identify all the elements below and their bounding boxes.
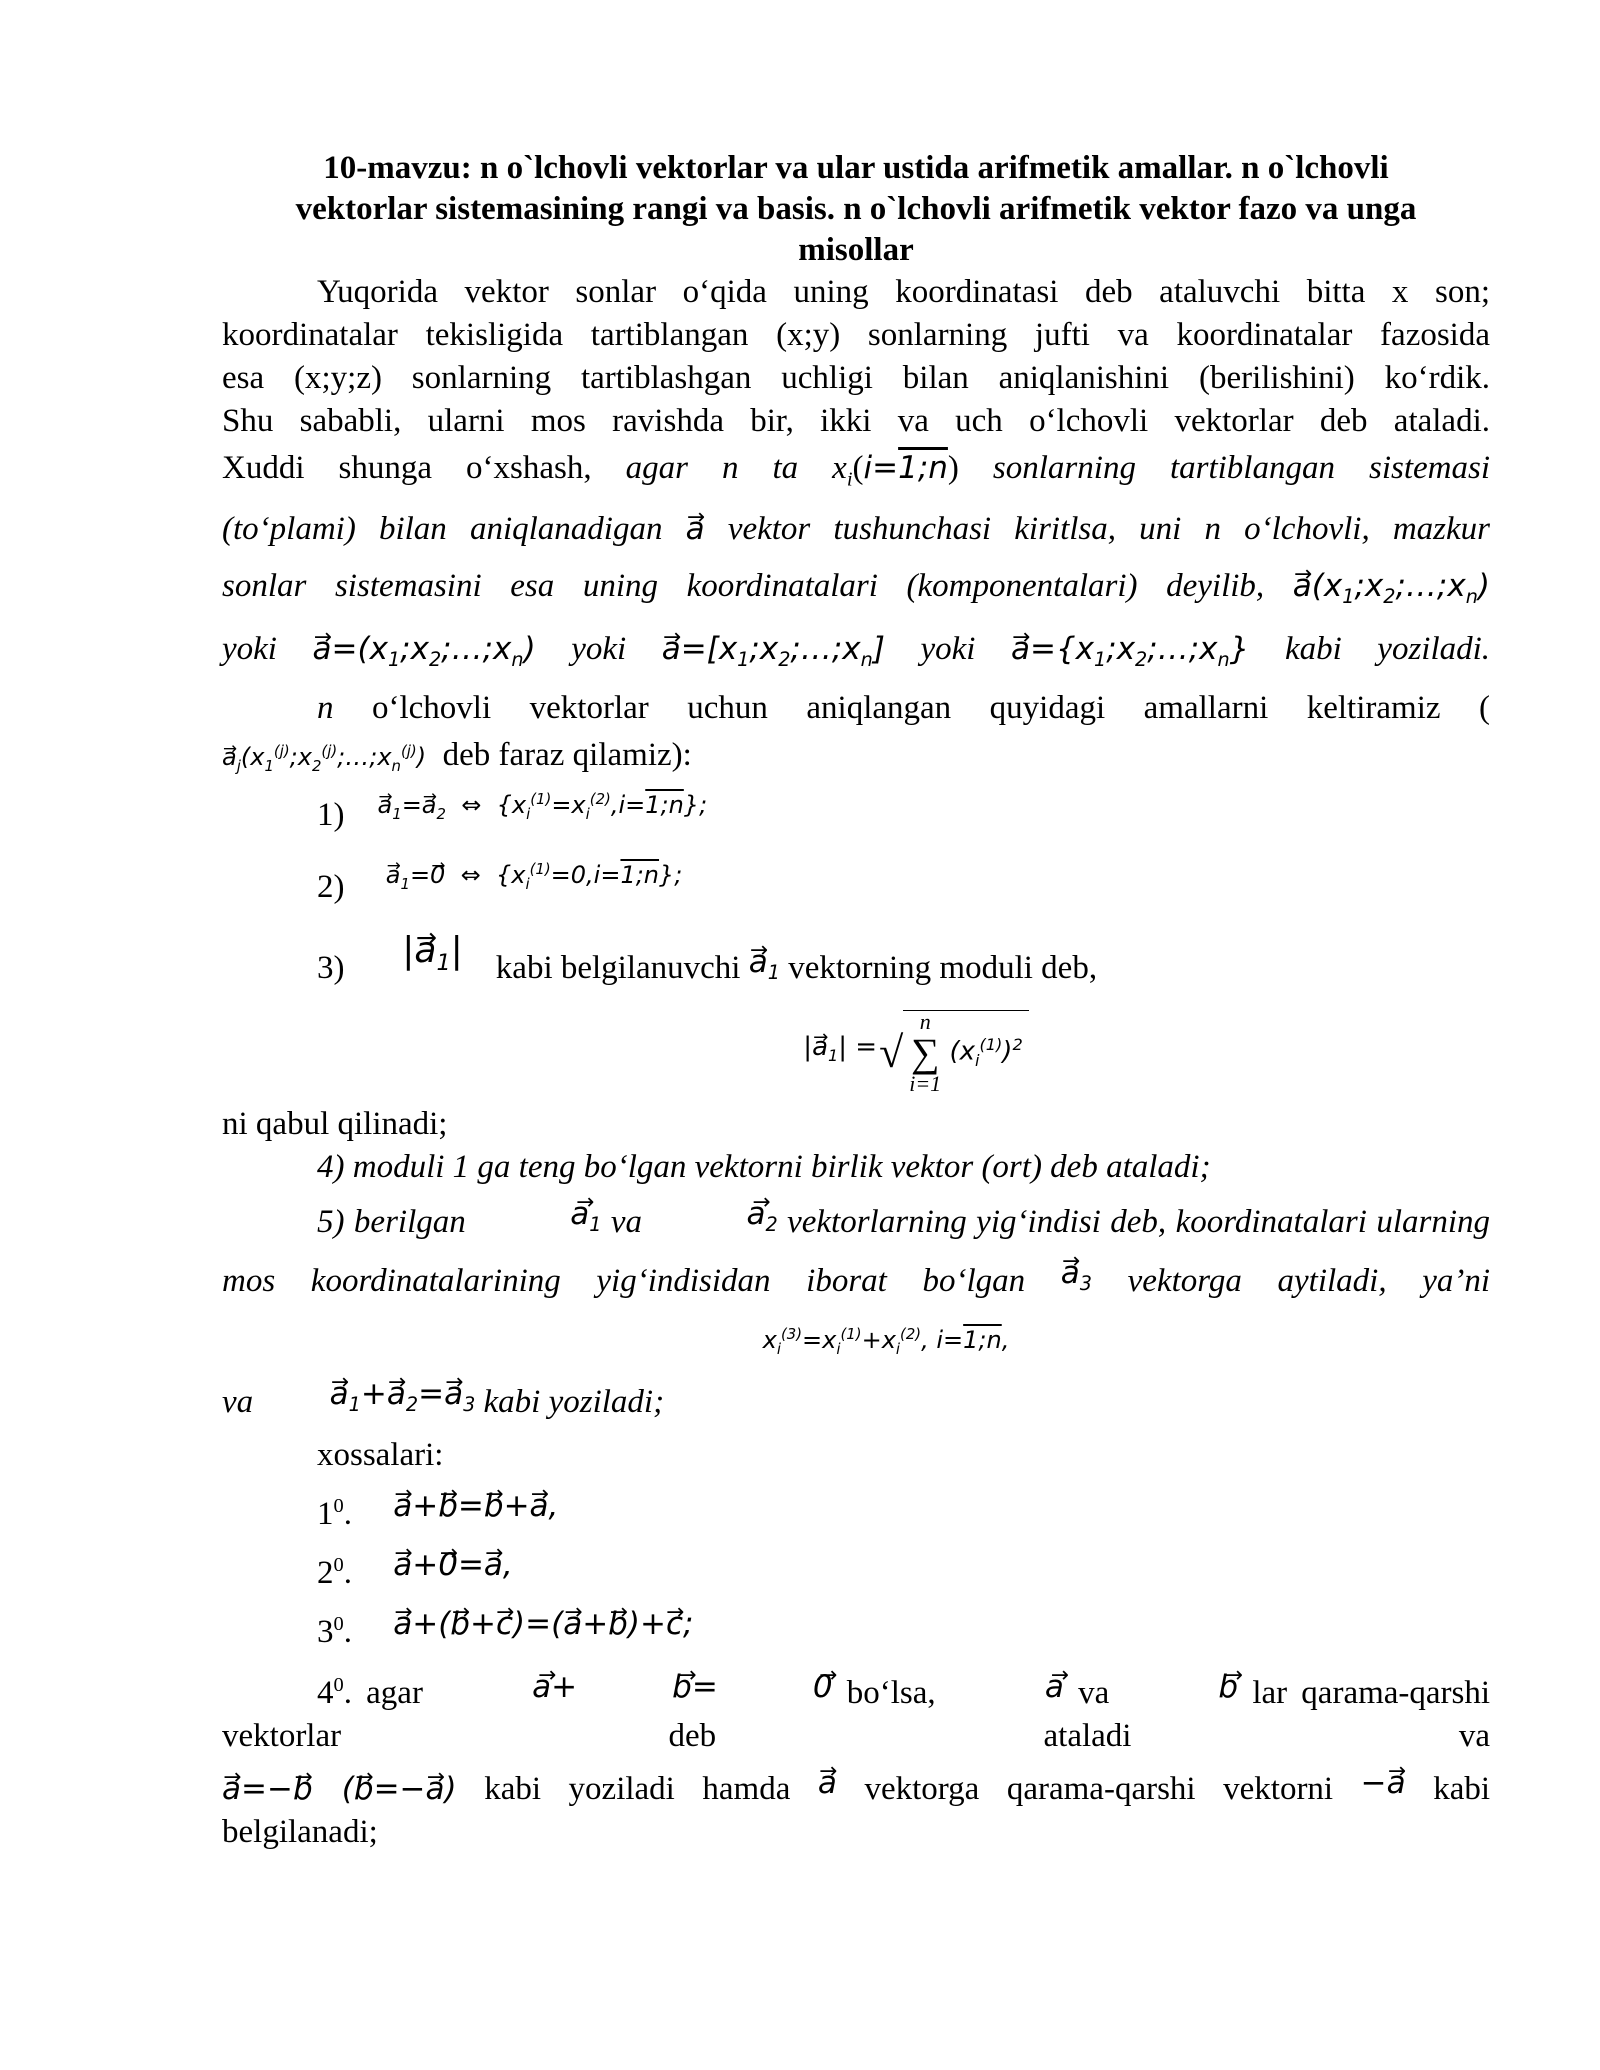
operation-3: 3) $|a \to_1|$ kabi belgilanuvchi $a \to_1$ vektorning moduli deb, (222, 945, 1490, 1001)
operation-5-line-3: va $a \to_1+a \to_2=a \to_3$ kabi yoziladi; (222, 1381, 1490, 1434)
property-1: $1^0$. a →+b →=b →+a →, (222, 1485, 1490, 1536)
modulus-formula: $|a \to_1|$ = √ n ∑ i=1 $(x_i^{(1)})^2$ (222, 1010, 1490, 1095)
zero-identity-formula: a →+0 →=a →, (393, 1547, 513, 1583)
page-title (222, 148, 1490, 271)
operation-5-line-2: mos koordinatalarining yig‘indisidan iborat bo‘lgan $a \to_3$ vektorga aytiladi, ya’ni (222, 1260, 1490, 1313)
vector-b-symbol: b → (1123, 1669, 1238, 1705)
intro-paragraph-line-7: sonlar sistemasini esa uning koordinatalari (komponentalari) deyilib, $a \to(x_1;x_2;\dots;x_n)$ (222, 565, 1490, 618)
sum-coordinate-formula: $x_i^{(3)}=x_i^{(1)}+x_i^{(2)}$, i=1;n, (762, 1324, 1010, 1358)
intro-paragraph-line-5: Xuddi shunga o‘xshash, agar n ta $x_i(i=1;n)$ sonlarning tartiblangan sistemasi (222, 450, 1490, 491)
zero-vector-formula: a →1=0 → ⇔ {xi(1)=0,i=1;n}; (386, 861, 683, 889)
opposite-notation-formula: a →=−b → (b →=−a →) (222, 1771, 457, 1807)
vector-notation-round: $a \to=(x_1;x_2;\dots;x_n)$ (313, 631, 536, 667)
intro-paragraph-line-3: esa (x;y;z) sonlarning tartiblashgan uchligi bilan aniqlanishini (berilishini) ko‘rdik. (222, 360, 1490, 396)
operation-2: 2) $^{a \to_1=0 \to \Leftrightarrow \{x_i^{(1)}=0,i=1;n\};}$ (222, 862, 1490, 920)
intro-paragraph-line-4: Shu sababli, ularni mos ravishda bir, ikki va uch o‘lchovli vektorlar deb ataladi. (222, 403, 1490, 439)
modulus-conclusion: ni qabul qilinadi; (222, 1105, 448, 1142)
vector-a-symbol-2: a → (818, 1765, 837, 1801)
operations-intro-line-2: $a \to_j(x_1^{(j)};x_2^{(j)};\dots;x_n^{(j)})$ deb faraz qilamiz): (222, 730, 1490, 788)
intro-paragraph-line-8: yoki $a \to=(x_1;x_2;\dots;x_n)$ yoki $a \to=[x_1;x_2;\dots;x_n]$ yoki $a \to=\{x_1;x_2;\dots;x_n\}$ kabi yoziladi. (222, 628, 1490, 681)
vector-a-symbol: a → (950, 1669, 1064, 1705)
property-4-line-3: belgilanadi; (222, 1813, 378, 1850)
vector-a1-symbol-2: $a \to_1$ (475, 1196, 601, 1232)
title-line-3: misollar (798, 232, 914, 268)
title-line-2: vektorlar sistemasining rangi va basis. n o`lchovli arifmetik vektor fazo va unga (295, 191, 1417, 227)
associativity-formula: a →+(b →+c →)=(a →+b →)+c →; (393, 1606, 693, 1642)
operation-4: 4) moduli 1 ga teng bo‘lgan vektorni birlik vektor (ort) deb ataladi; (317, 1148, 1211, 1185)
properties-heading: xossalari: (317, 1436, 444, 1473)
negative-vector-a: −a → (1361, 1765, 1406, 1801)
modulus-symbol: $|a \to_1|$ (402, 930, 463, 971)
vector-notation-square: $a \to=[x_1;x_2;\dots;x_n]$ (662, 631, 885, 667)
vector-a3-symbol: $a \to_3$ (1061, 1255, 1092, 1291)
property-2: $2^0$. a →+0 →=a →, (222, 1544, 1490, 1595)
operations-intro-line-1: n o‘lchovli vektorlar uchun aniqlangan quyidagi amallarni keltiramiz ( (317, 689, 1490, 726)
vector-a1-symbol: $a \to_1$ (749, 944, 780, 980)
equality-formula: a →1=a →2 ⇔ {xi(1)=xi(2),i=1;n}; (378, 791, 708, 819)
opposite-condition-formula: a →+ b →= 0 → (437, 1669, 832, 1705)
vector-sum-formula: $a \to_1+a \to_2=a \to_3$ (330, 1376, 476, 1412)
operation-5-line-1: 5) berilgan $a \to_1$ va $a \to_2$ vektorlarning yig‘indisi deb, koordinatalari ularning (222, 1201, 1490, 1254)
vector-coordinates-formula: $a \to(x_1;x_2;\dots;x_n)$ (1293, 568, 1490, 604)
vector-aj-formula: $a \to_j(x_1^{(j)};x_2^{(j)};\dots;x_n^{(j)})$ (222, 743, 426, 771)
vector-a-formula: a → (686, 511, 705, 547)
property-4-line-1: $4^0$. agar a →+ b →= 0 → bo‘lsa, a → va b → lar qarama-qarshi vektorlar deb ataladi va (222, 1664, 1490, 1758)
property-4-line-2: a →=−b → (b →=−a →) kabi yoziladi hamda a → vektorga qarama-qarshi vektorni −a → kabi (222, 1768, 1490, 1811)
vector-a2-symbol: $a \to_2$ (651, 1196, 777, 1232)
operation-1: 1) $^{a \to_1=a \to_2 \Leftrightarrow \{x_i^{(1)}=x_i^{(2)},i=1;n\};}$ (222, 790, 1490, 848)
intro-paragraph-line-1: Yuqorida vektor sonlar o‘qida uning koordinatasi deb ataluvchi bitta x son; (317, 274, 1490, 310)
intro-paragraph-line-6: (to‘plami) bilan aniqlanadigan a → vektor tushunchasi kiritlsa, uni n o‘lchovli, mazkur (222, 508, 1490, 551)
title-line-1: 10-mavzu: n o`lchovli vektorlar va ular ustida arifmetik amallar. n o`lchovli (323, 150, 1389, 186)
document-page (222, 148, 1490, 1854)
vector-notation-curly: $a \to=\{x_1;x_2;\dots;x_n\}$ (1011, 631, 1249, 667)
property-3: $3^0$. a →+(b →+c →)=(a →+b →)+c →; (222, 1603, 1490, 1654)
commutativity-formula: a →+b →=b →+a →, (393, 1488, 558, 1524)
index-range-formula: i=1;n (863, 450, 948, 486)
intro-paragraph-line-2: koordinatalar tekisligida tartiblangan (x;y) sonlarning jufti va koordinatalar fazosida (222, 317, 1490, 353)
